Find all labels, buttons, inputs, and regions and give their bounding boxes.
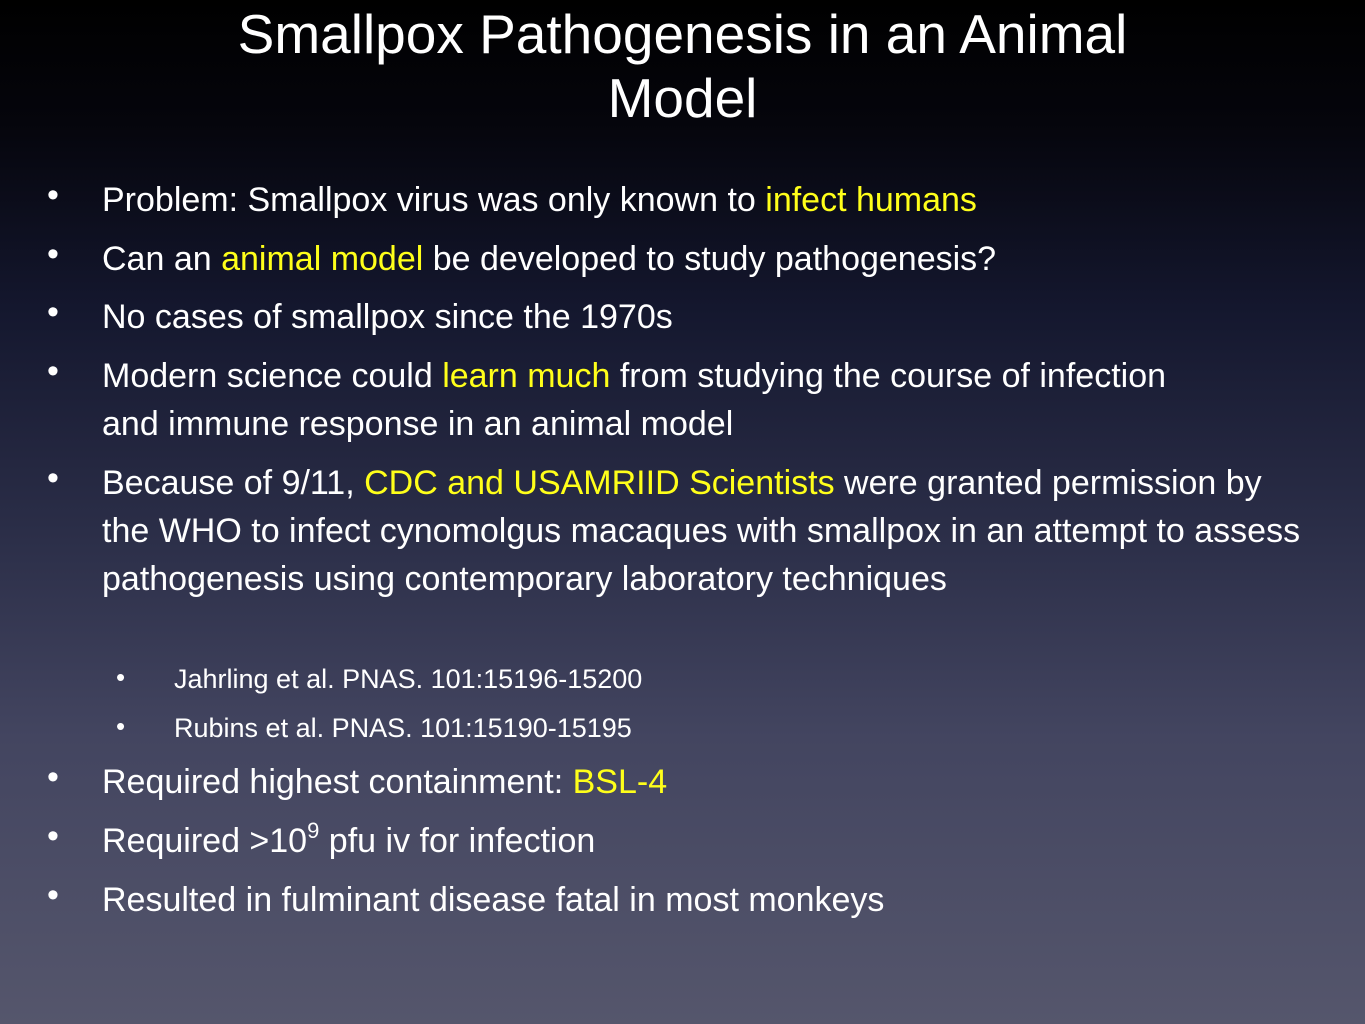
- reference-text: Jahrling et al. PNAS. 101:15196-15200: [174, 664, 643, 694]
- bullet-animal-model: [47, 235, 1302, 283]
- bullet-problem: [47, 176, 1302, 224]
- bullet-dot-icon: •: [47, 459, 59, 497]
- sub-bullet-reference: [116, 662, 1274, 696]
- bullet-containment: [47, 758, 1302, 806]
- bullet-dot-icon: •: [116, 662, 126, 692]
- highlight-text: CDC and USAMRIID Scientists: [364, 464, 835, 502]
- slide-title: Smallpox Pathogenesis in an Animal Model: [237, 3, 1128, 129]
- bullet-because-911: [47, 459, 1307, 603]
- bullet-text: Modern science could: [102, 357, 443, 395]
- bullet-dot-icon: •: [47, 176, 59, 214]
- bullet-dot-icon: •: [47, 235, 59, 273]
- highlight-text: learn much: [442, 357, 611, 395]
- superscript-exponent: 9: [307, 818, 320, 843]
- bullet-text: Required highest containment:: [102, 763, 573, 801]
- bullet-dot-icon: •: [47, 352, 59, 390]
- bullet-dot-icon: •: [47, 293, 59, 331]
- sub-bullet-reference: [116, 711, 1274, 745]
- bullet-text: from studying the course of infection and immune response in an animal model: [102, 357, 1167, 443]
- bullet-text: Can an: [102, 240, 222, 278]
- bullet-result: [47, 876, 1302, 924]
- bullet-required-dose: [47, 817, 1302, 865]
- bullet-modern-science: [47, 352, 1212, 448]
- bullet-dot-icon: •: [116, 711, 126, 741]
- bullet-text: were granted permission by the WHO to infect cynomolgus macaques with smallpox in an attempt to assess pathogenesis using contemporary laboratory techniques: [102, 464, 1301, 598]
- bullet-text: Because of 9/11,: [102, 464, 365, 502]
- bullet-dot-icon: •: [47, 758, 59, 796]
- bullet-dot-icon: •: [47, 817, 59, 855]
- bullet-text: Resulted in fulminant disease fatal in most monkeys: [102, 881, 885, 919]
- highlight-text: animal model: [221, 240, 424, 278]
- bullet-no-cases: [47, 293, 1302, 341]
- bullet-dot-icon: •: [47, 876, 59, 914]
- highlight-text: infect humans: [765, 181, 977, 219]
- bullet-text: Problem: Smallpox virus was only known to: [102, 181, 766, 219]
- reference-text: Rubins et al. PNAS. 101:15190-15195: [174, 713, 632, 743]
- bullet-text: No cases of smallpox since the 1970s: [102, 298, 673, 336]
- highlight-text: BSL-4: [572, 763, 668, 801]
- bullet-text: pfu iv for infection: [319, 822, 596, 860]
- bullet-text: Required >10: [102, 822, 308, 860]
- bullet-text: be developed to study pathogenesis?: [423, 240, 997, 278]
